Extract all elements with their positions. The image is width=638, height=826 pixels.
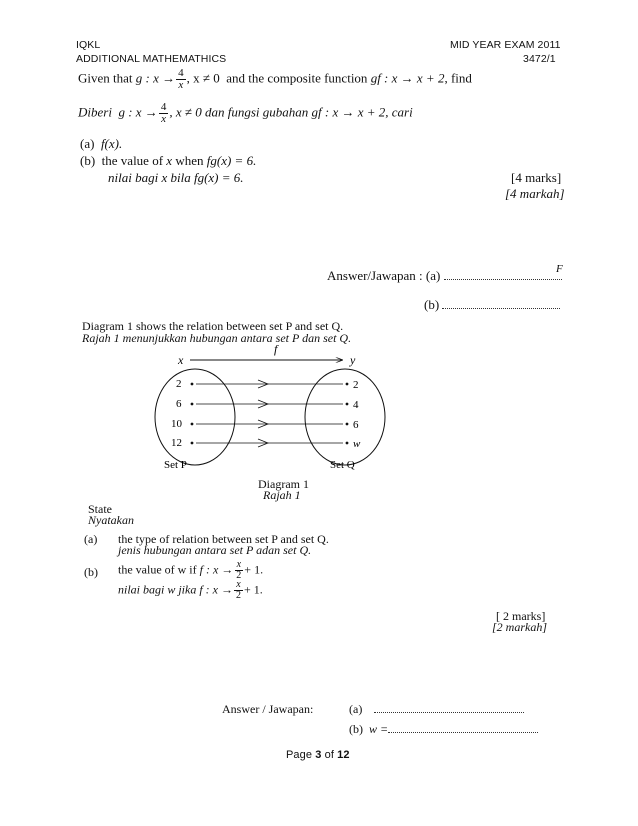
q1-stem-en: Given that g : x → $\frac{4}{x}$ , x ≠ 0 and the composite function gf : x → x + 2, find [78, 67, 472, 91]
set-q-ellipse [305, 369, 385, 465]
codomain-element: w [353, 438, 361, 450]
page-footer: Page 3 of 12 [286, 749, 350, 761]
q1-answer-a: Answer/Jawapan : (a) [327, 268, 562, 284]
q2-part-b-ms: nilai bagi w jika f : x → $\frac{x}{2}$ + 1. [118, 579, 263, 601]
q2-state-ms: Nyatakan [88, 513, 134, 527]
q2-part-a-ms: jenis hubungan antara set P adan set Q. [118, 543, 312, 557]
arrow-diagram [150, 340, 390, 500]
q2-part-a-label: (a) [84, 532, 98, 546]
left-var: x [178, 353, 184, 367]
arrow-label: f [274, 342, 278, 356]
domain-element: 12 [171, 437, 182, 449]
q2-answer-a: (a) [349, 702, 524, 717]
q1-answer-mark: F [556, 263, 563, 275]
q2-part-b-en: the value of w if f : x → $\frac{x}{2}$ + 1. [118, 559, 264, 581]
q1-stem-ms: Diberi g : x → $\frac{4}{x}$ , x ≠ 0 dan fungsi gubahan gf : x → x + 2, cari [78, 101, 413, 125]
domain-element: 2 [176, 378, 182, 390]
q2-intro-en: Diagram 1 shows the relation between set P and set Q. [82, 319, 344, 333]
q2-answer-b: (b) w = [349, 722, 538, 737]
header-exam: MID YEAR EXAM 2011 [450, 39, 561, 51]
diagram-caption-en: Diagram 1 [258, 477, 309, 491]
header-paper-code: 3472/1 [523, 53, 556, 65]
q2-part-a-en: the type of relation between set P and set Q. [118, 532, 329, 546]
header-subject: ADDITIONAL MATHEMATHICS [76, 53, 227, 65]
q2-part-b-label: (b) [84, 565, 98, 579]
codomain-element: 4 [353, 399, 359, 411]
q2-marks-ms: [2 markah] [492, 620, 548, 634]
q1-marks-en: [4 marks] [511, 170, 562, 185]
codomain-element: 6 [353, 419, 359, 431]
q1-part-b: (b) the value of x when fg(x) = 6. [80, 153, 257, 168]
q1-answer-b: (b) [424, 297, 560, 313]
q1-part-a: (a) f(x). [80, 136, 123, 151]
q2-marks-en: [ 2 marks] [496, 609, 546, 623]
set-q-label: Set Q [330, 459, 355, 471]
q2-state-en: State [88, 502, 112, 516]
codomain-element: 2 [353, 379, 359, 391]
header-school: IQKL [76, 39, 101, 51]
set-p-ellipse [155, 369, 235, 465]
q2-answer-label: Answer / Jawapan: [222, 702, 314, 716]
set-p-label: Set P [164, 459, 187, 471]
right-var: y [350, 353, 356, 367]
q2-intro-ms: Rajah 1 menunjukkan hubungan antara set P dan set Q. [82, 331, 352, 345]
q1-marks-ms: [4 markah] [505, 186, 565, 201]
diagram-caption-ms: Rajah 1 [263, 488, 301, 502]
domain-element: 10 [171, 418, 182, 430]
domain-element: 6 [176, 398, 182, 410]
q1-part-b-ms: nilai bagi x bila fg(x) = 6. [108, 170, 244, 185]
